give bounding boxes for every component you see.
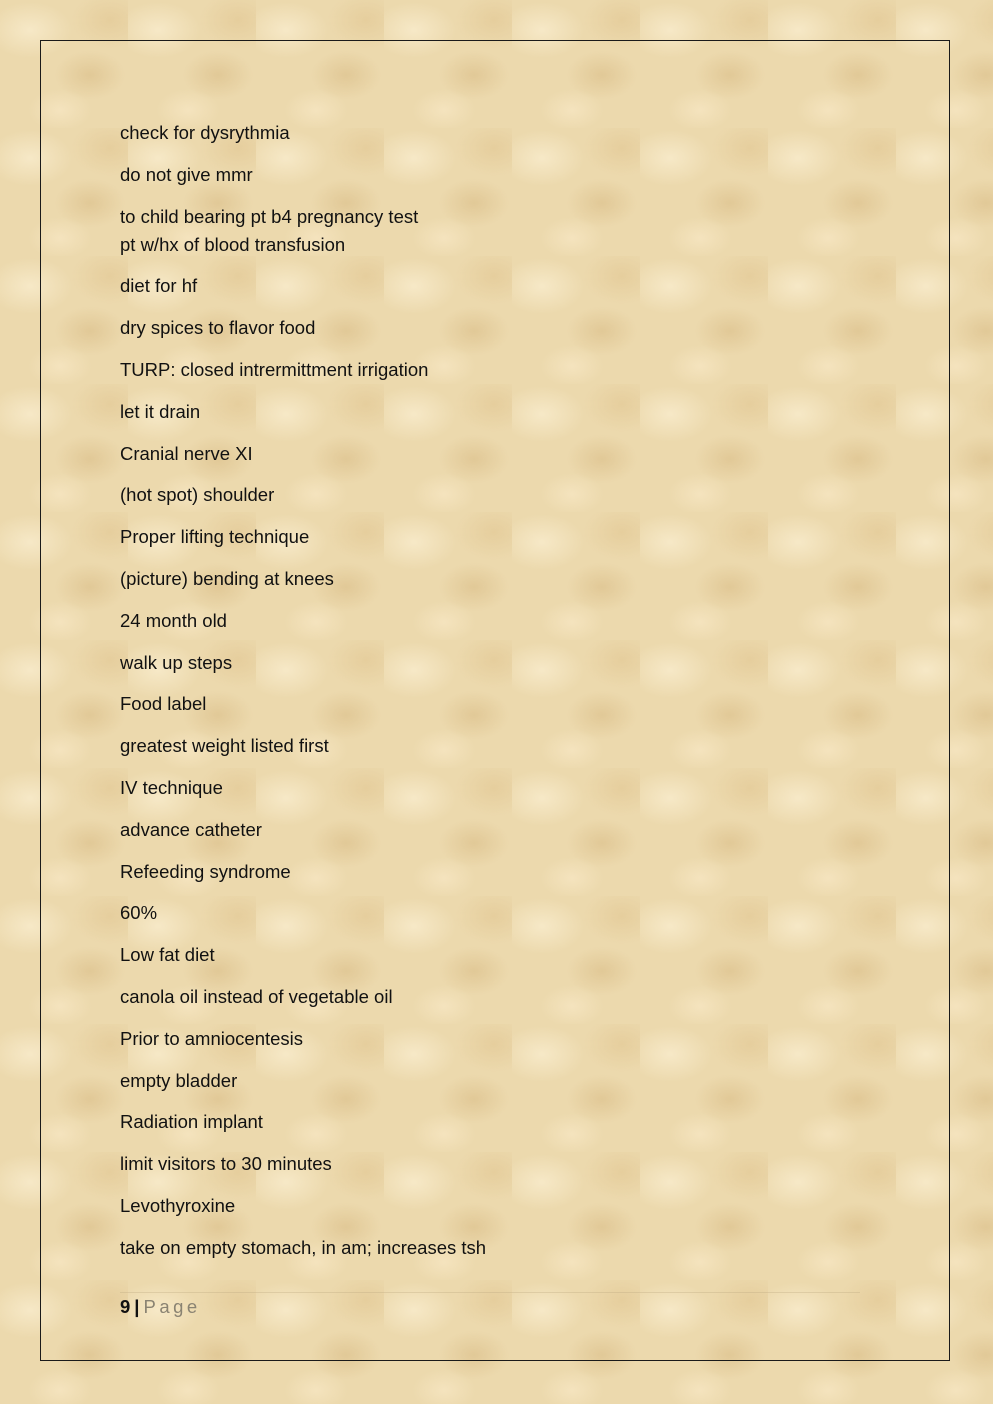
footer-separator: | bbox=[134, 1296, 140, 1317]
note-line: greatest weight listed first bbox=[120, 735, 329, 757]
note-line: take on empty stomach, in am; increases tsh bbox=[120, 1236, 487, 1258]
note-line: 60% bbox=[120, 902, 158, 924]
note-line: diet for hf bbox=[120, 275, 198, 297]
note-line: walk up steps bbox=[120, 651, 233, 673]
note-line: Radiation implant bbox=[120, 1111, 263, 1133]
note-line: dry spices to flavor food bbox=[120, 317, 316, 339]
note-line: let it drain bbox=[120, 400, 201, 422]
note-line: advance catheter bbox=[120, 818, 262, 840]
note-line: empty bladder bbox=[120, 1069, 238, 1091]
note-line: Food label bbox=[120, 693, 207, 715]
note-line: IV technique bbox=[120, 776, 223, 798]
note-line: TURP: closed intrermittment irrigation bbox=[120, 358, 429, 380]
notes-body bbox=[120, 119, 860, 1276]
note-line: Prior to amniocentesis bbox=[120, 1027, 304, 1049]
note-line: (picture) bending at knees bbox=[120, 567, 334, 589]
page-footer bbox=[120, 1293, 201, 1321]
note-line: Low fat diet bbox=[120, 944, 215, 966]
note-line: Levothyroxine bbox=[120, 1194, 236, 1216]
note-line: limit visitors to 30 minutes bbox=[120, 1153, 332, 1175]
note-line: 24 month old bbox=[120, 609, 227, 631]
page-label: Page bbox=[143, 1296, 201, 1317]
note-line: check for dysrythmia bbox=[120, 122, 290, 143]
note-line: Proper lifting technique bbox=[120, 526, 310, 548]
note-line: Refeeding syndrome bbox=[120, 860, 291, 882]
note-line: pt w/hx of blood transfusion bbox=[120, 233, 346, 255]
footer-divider bbox=[120, 1292, 860, 1293]
note-line: (hot spot) shoulder bbox=[120, 484, 275, 506]
note-line: do not give mmr bbox=[120, 163, 253, 185]
note-line: to child bearing pt b4 pregnancy test bbox=[120, 205, 419, 227]
note-line: Cranial nerve XI bbox=[120, 442, 253, 464]
note-line: canola oil instead of vegetable oil bbox=[120, 985, 393, 1007]
page-number: 9 bbox=[120, 1296, 131, 1317]
